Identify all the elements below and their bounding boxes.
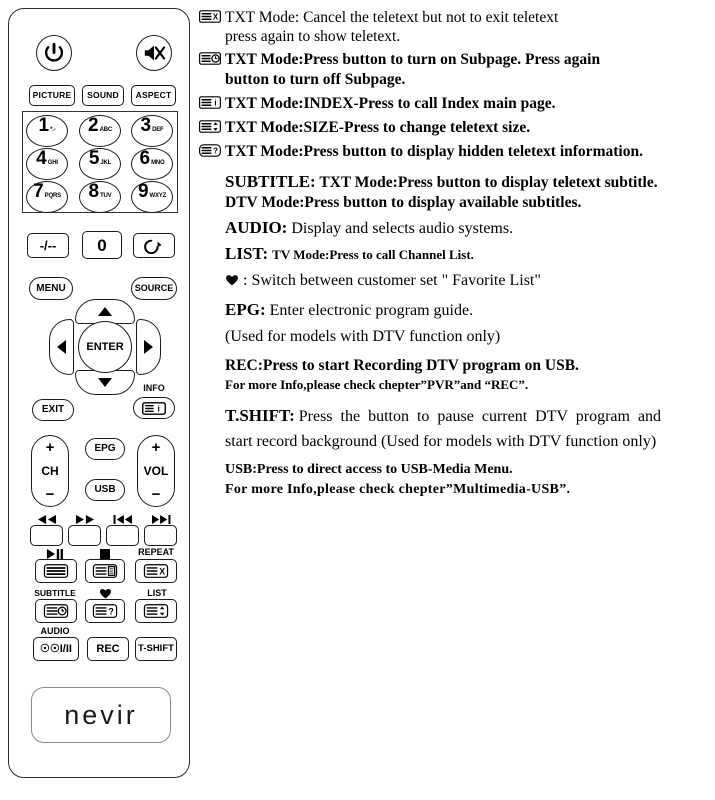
key-subtext: ABC <box>99 127 112 133</box>
favorite-button[interactable] <box>85 599 125 623</box>
usb-section <box>199 460 715 500</box>
key-digit: 4 <box>36 148 47 169</box>
legend-text <box>225 94 715 114</box>
key-digit: 6 <box>139 148 151 169</box>
up-arrow-icon <box>97 306 113 317</box>
epg-line <box>225 299 715 321</box>
mute-icon <box>142 42 166 64</box>
key-2[interactable] <box>79 115 121 147</box>
left-arrow-icon <box>56 339 67 355</box>
stop-icon <box>100 549 110 559</box>
key-5[interactable] <box>79 148 121 180</box>
legend-line: TXT Mode:Press button to turn on Subpage. Press again <box>225 51 601 68</box>
legend-text <box>225 142 715 162</box>
key-subtext: PQRS <box>44 193 61 199</box>
rewind-icon <box>37 515 57 524</box>
epg-text: Enter electronic program guide. <box>269 302 474 319</box>
down-arrow-icon <box>97 377 113 388</box>
legend-line: TXT Mode:SIZE-Press to change teletext size. <box>225 119 531 136</box>
svg-text:X: X <box>159 566 166 577</box>
legend-icon-cell <box>199 8 225 28</box>
vol-minus[interactable]: − <box>151 486 161 503</box>
nav-right-button[interactable] <box>136 319 161 375</box>
legend-icon-cell <box>199 118 225 138</box>
fastforward-button[interactable] <box>68 525 101 546</box>
aspect-button[interactable]: ASPECT <box>131 85 176 106</box>
rec-line-1: REC:Press to start Recording DTV program on USB. <box>225 357 579 374</box>
audio-text: Display and selects audio systems. <box>291 220 514 237</box>
teletext-size-icon <box>199 120 221 133</box>
nav-left-button[interactable] <box>49 319 74 375</box>
zero-button[interactable]: 0 <box>82 231 122 259</box>
key-4[interactable] <box>26 148 68 180</box>
teletext-index-icon <box>142 402 166 415</box>
usb-button[interactable]: USB <box>85 479 125 501</box>
teletext-subpage-icon <box>199 52 221 65</box>
legend-line: TXT Mode:Press button to display hidden teletext information. <box>225 143 643 160</box>
audio-section <box>199 218 715 239</box>
source-button[interactable]: SOURCE <box>131 277 177 300</box>
audio-label: AUDIO <box>40 626 70 636</box>
legend-entry <box>199 118 715 138</box>
key-digit: 9 <box>137 181 149 202</box>
legend-text <box>225 50 715 90</box>
legend-line: press again to show teletext. <box>225 28 401 45</box>
legend-entry <box>199 94 715 114</box>
key-9[interactable] <box>131 181 173 213</box>
key-3[interactable] <box>131 115 173 147</box>
subtitle-text-1: TXT Mode:Press button to display teletext subtitle. <box>319 174 658 191</box>
teletext-cancel-button[interactable] <box>135 559 177 583</box>
svg-text:i: i <box>157 403 160 414</box>
key-digit: 7 <box>33 181 44 202</box>
tshift-button[interactable]: T-SHIFT <box>135 637 177 661</box>
info-label: INFO <box>143 383 165 393</box>
tshift-line-1 <box>225 403 685 429</box>
epg-button[interactable]: EPG <box>85 438 125 460</box>
dash-dash-button[interactable]: -/-- <box>27 233 69 258</box>
teletext-clock-icon <box>43 604 69 618</box>
prev-icon <box>113 515 133 524</box>
legend-line: button to turn off Subpage. <box>225 71 406 88</box>
usb-line-2: For more Info,please check chepter”Multimedia-USB”. <box>225 482 571 497</box>
favorite-section <box>199 270 715 291</box>
audio-key: AUDIO: <box>225 218 288 237</box>
legend-line: TXT Mode:INDEX-Press to call Index main page. <box>225 95 556 112</box>
list-label: LIST <box>147 588 167 598</box>
exit-button[interactable]: EXIT <box>32 399 74 421</box>
key-subtext: *.- <box>50 127 56 133</box>
previous-button[interactable] <box>106 525 139 546</box>
teletext-hold-button[interactable] <box>35 559 77 583</box>
legend-text <box>225 118 715 138</box>
legend-panel <box>199 0 715 500</box>
legend-text <box>225 8 715 46</box>
mute-button[interactable] <box>136 35 172 71</box>
key-digit: 3 <box>140 115 152 136</box>
ch-label: CH <box>41 464 59 478</box>
legend-icon-cell <box>199 142 225 162</box>
enter-button[interactable]: ENTER <box>78 321 132 373</box>
rec-section <box>199 356 715 394</box>
nav-down-button[interactable] <box>75 370 135 395</box>
return-button[interactable] <box>133 233 175 258</box>
repeat-label: REPEAT <box>138 547 174 557</box>
key-subtext: JKL <box>100 160 112 166</box>
tshift-section <box>199 403 685 454</box>
key-digit: 5 <box>88 148 100 169</box>
key-subtext: WXYZ <box>149 193 167 199</box>
power-icon <box>43 42 65 64</box>
navigation-pad <box>49 299 161 395</box>
play-pause-icon <box>46 549 64 559</box>
key-subtext: GHI <box>47 160 58 166</box>
ch-plus[interactable]: + <box>45 439 55 456</box>
legend-entry <box>199 50 715 90</box>
subtitle-section <box>199 172 715 213</box>
tshift-line-2: start record background (Used for models with DTV function only) <box>225 433 657 450</box>
sound-button[interactable]: SOUND <box>82 85 124 106</box>
picture-button[interactable]: PICTURE <box>29 85 75 106</box>
list-text: TV Mode:Press to call Channel List. <box>272 247 474 262</box>
teletext-cancel-icon <box>143 564 169 578</box>
return-icon <box>143 238 165 254</box>
audio-button[interactable]: ☉☉I/II <box>33 637 79 661</box>
teletext-lines-icon <box>43 564 69 578</box>
teletext-subpage-button[interactable] <box>85 559 125 583</box>
subtitle-line-2: DTV Mode:Press button to display available subtitles. <box>225 194 582 211</box>
info-button[interactable] <box>133 397 175 419</box>
brand-logo-text: nevir <box>64 699 138 730</box>
legend-entry <box>199 8 715 46</box>
heart-icon <box>225 274 239 286</box>
key-8[interactable] <box>79 181 121 213</box>
svg-text:X: X <box>212 12 219 22</box>
next-button[interactable] <box>144 525 177 546</box>
list-button[interactable] <box>135 599 177 623</box>
vol-label: VOL <box>143 464 169 478</box>
key-subtext: DEF <box>152 127 164 133</box>
key-subtext: TUV <box>100 193 112 199</box>
usb-line-1: USB:Press to direct access to USB-Media Menu. <box>225 462 513 477</box>
channel-rocker[interactable] <box>31 435 69 507</box>
key-subtext: MNO <box>151 160 165 166</box>
power-button[interactable] <box>36 35 72 71</box>
right-arrow-icon <box>143 339 154 355</box>
teletext-reveal-icon <box>92 604 118 618</box>
svg-text:?: ? <box>213 146 218 156</box>
ch-minus[interactable]: − <box>45 486 55 503</box>
brand-logo-box <box>31 687 171 743</box>
heart-icon <box>99 588 112 599</box>
svg-text:i: i <box>214 98 217 108</box>
key-digit: 1 <box>38 115 50 136</box>
key-digit: 2 <box>88 115 99 136</box>
subtitle-label: SUBTITLE <box>34 588 76 598</box>
teletext-subpage-icon <box>92 564 118 578</box>
rewind-button[interactable] <box>30 525 63 546</box>
subtitle-key: SUBTITLE: <box>225 172 316 191</box>
teletext-index-icon <box>199 96 221 109</box>
key-7[interactable] <box>26 181 68 213</box>
legend-icon-cell <box>199 94 225 114</box>
tshift-text-1: Press the button to pause current DTV program and <box>298 408 662 425</box>
epg-key: EPG: <box>225 300 266 319</box>
remote-control-body <box>8 8 190 778</box>
epg-note: (Used for models with DTV function only) <box>225 328 501 345</box>
fastforward-icon <box>75 515 95 524</box>
epg-section <box>199 299 715 347</box>
subtitle-line-1 <box>225 172 715 193</box>
list-key: LIST: <box>225 244 269 263</box>
menu-button[interactable]: MENU <box>29 277 73 300</box>
key-digit: 8 <box>88 181 100 202</box>
legend-icon-cell <box>199 50 225 70</box>
teletext-size-icon <box>143 604 169 618</box>
volume-rocker[interactable] <box>137 435 175 507</box>
rec-button[interactable]: REC <box>87 637 129 661</box>
next-icon <box>151 515 171 524</box>
list-section <box>199 244 715 264</box>
legend-line: TXT Mode: Cancel the teletext but not to exit teletext <box>225 9 559 26</box>
key-1[interactable] <box>26 115 68 147</box>
tshift-key: T.SHIFT: <box>225 406 295 425</box>
legend-entry <box>199 142 715 162</box>
vol-plus[interactable]: + <box>151 439 161 456</box>
favorite-text: : Switch between customer set " Favorite List" <box>243 272 541 289</box>
teletext-cancel-icon <box>199 10 221 23</box>
svg-text:?: ? <box>108 606 114 617</box>
teletext-reveal-icon <box>199 144 221 157</box>
subtitle-button[interactable] <box>35 599 77 623</box>
rec-line-2: For more Info,please check chepter”PVR”and “REC”. <box>225 377 529 392</box>
key-6[interactable] <box>131 148 173 180</box>
